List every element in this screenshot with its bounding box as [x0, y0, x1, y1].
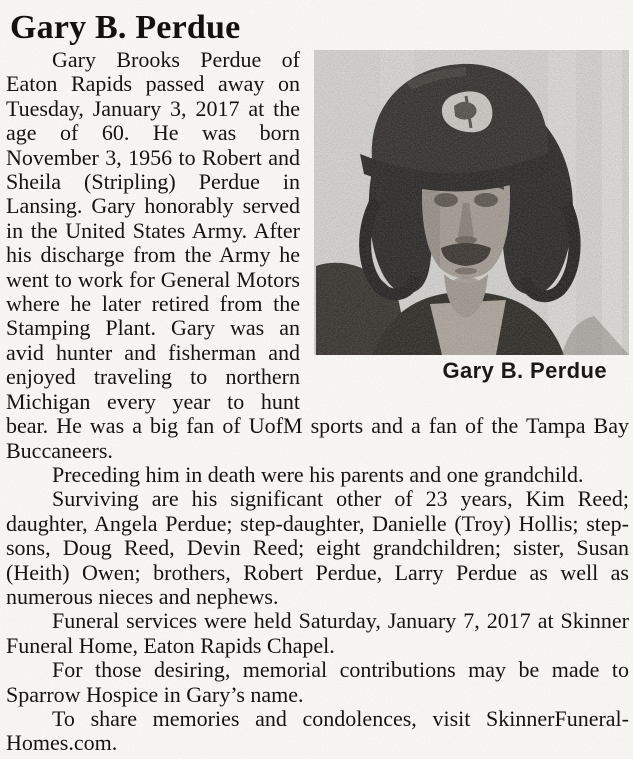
obituary-photo-figure	[314, 50, 629, 383]
obituary-paragraph-2: Preceding him in death were his parents and one grandchild.	[52, 461, 584, 487]
photo-caption: Gary B. Perdue	[442, 358, 607, 383]
portrait-photo-illustration	[314, 50, 629, 355]
obituary-paragraph-5: For those desiring, memorial contributions may be made to Sparrow Hospice in Gary’s name.	[6, 657, 629, 707]
obituary-paragraph-1: Gary Brooks Perdue of Eaton Rapids passed away on Tuesday, January 3, 2017 at the age of 60. He was born November 3, 1956 to Robert and Sheila (Stripling) Perdue in Lansing. Gary honorably served in the United States Army. After his discharge from the Army he went to work for General Motors where he later retired from the Stamping Plant. Gary was an avid hunter and fisherman and enjoyed traveling to northern Michigan every year to hunt bear. He was a big fan of UofM sports and a fan of the Tampa Bay Buccaneers.	[6, 47, 629, 463]
portrait-photo	[314, 50, 629, 355]
obituary-paragraph-6: To share memories and condolences, visit SkinnerFuneral-Homes.com.	[6, 705, 629, 756]
obituary-paragraph-3: Surviving are his significant other of 23 years, Kim Reed; daughter, Angela Perdue; step-daughter, Danielle (Troy) Hollis; step-sons, Doug Reed, Devin Reed; eight grandchildren; sister, Susan (Heith) Owen; brothers, Robert Perdue, Larry Perdue as well as numerous nieces and nephews.	[6, 486, 629, 609]
obituary-paragraph-4: Funeral services were held Saturday, January 7, 2017 at Skinner Funeral Home, Eaton Rapids Chapel.	[6, 608, 629, 658]
obituary-article	[0, 47, 633, 756]
photo-grain	[314, 50, 629, 355]
obituary-headline: Gary B. Perdue	[10, 9, 241, 46]
